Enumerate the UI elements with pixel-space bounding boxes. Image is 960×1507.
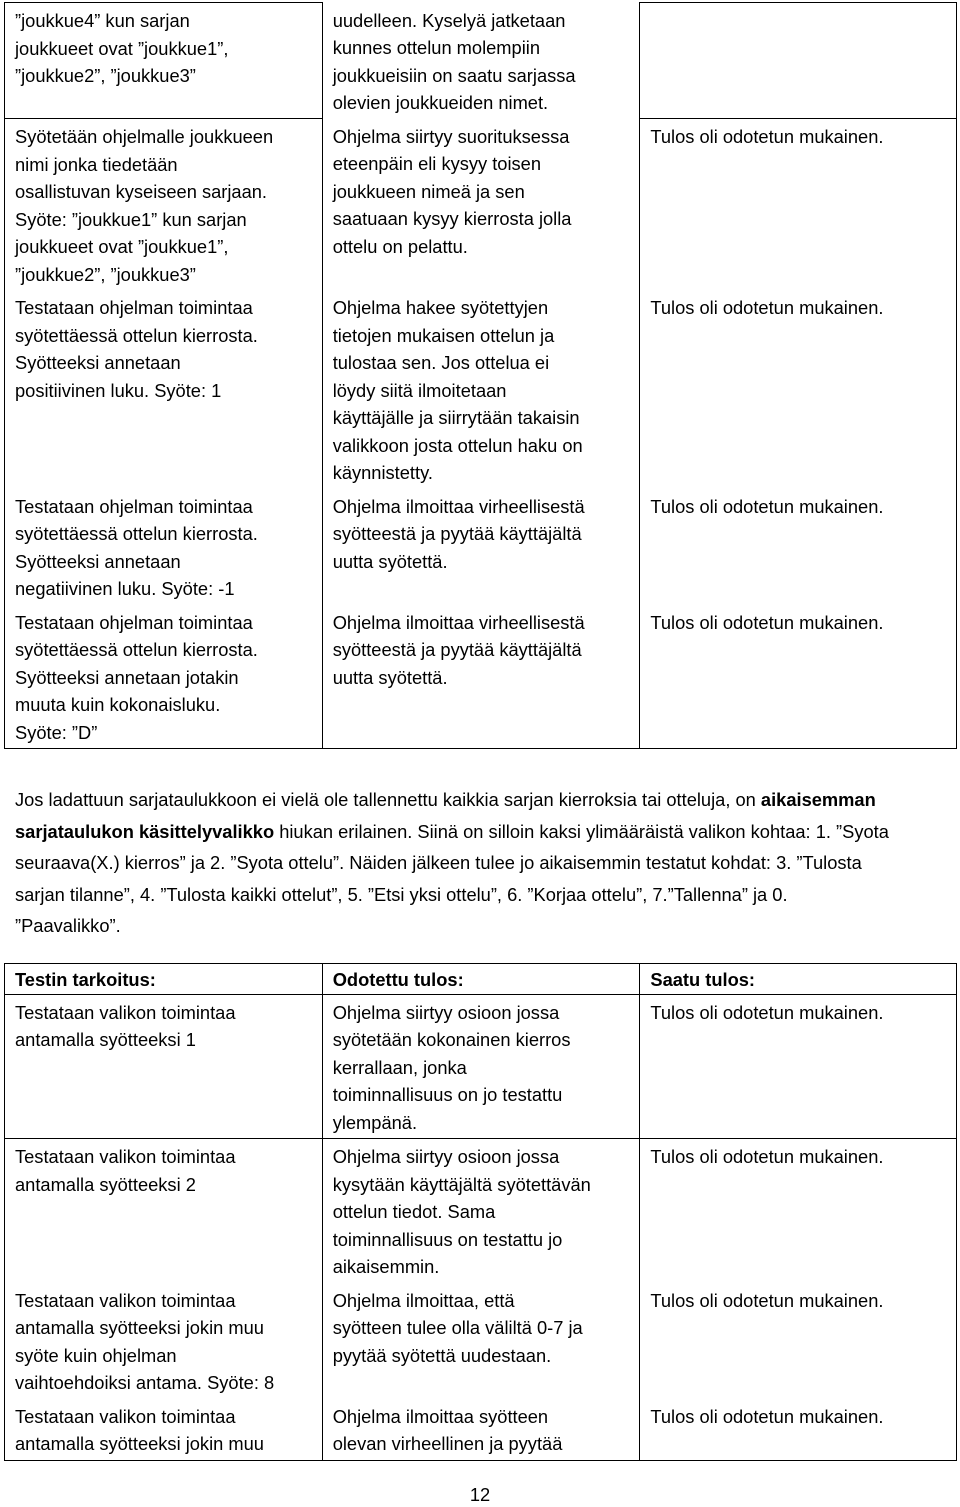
table-row [5, 1283, 957, 1399]
test-purpose-cell: Testataan valikon toimintaa antamalla syötteeksi 1 [5, 994, 323, 1139]
table-row [5, 1399, 957, 1461]
test-purpose-cell: Syötetään ohjelmalle joukkueen nimi jonka tiedetään osallistuvan kyseiseen sarjaan. Syöte: ”joukkue1” kun sarjan joukkueet ovat ”joukkue1”, ”joukkue2”, ”joukkue3” [5, 119, 323, 291]
test-purpose-cell: ”joukkue4” kun sarjan joukkueet ovat ”joukkue1”, ”joukkue2”, ”joukkue3” [5, 3, 323, 119]
paragraph-bold-text: aikaisemman sarjataulukon käsittelyvalikko [15, 789, 876, 842]
table-row [5, 489, 957, 605]
expected-result-cell: Ohjelma ilmoittaa, että syötteen tulee olla väliltä 0-7 ja pyytää syötettä uudestaan. [322, 1283, 640, 1399]
column-header-expected: Odotettu tulos: [322, 964, 640, 995]
test-purpose-cell: Testataan ohjelman toimintaa syötettäessä ottelun kierrosta. Syötteeksi annetaan positiivinen luku. Syöte: 1 [5, 290, 323, 489]
actual-result-cell: Tulos oli odotetun mukainen. [640, 1283, 957, 1399]
actual-result-cell: Tulos oli odotetun mukainen. [640, 605, 957, 749]
actual-result-cell: Tulos oli odotetun mukainen. [640, 1139, 957, 1283]
test-purpose-cell: Testataan valikon toimintaa antamalla syötteeksi 2 [5, 1139, 323, 1283]
expected-result-cell: Ohjelma ilmoittaa syötteen olevan virheellinen ja pyytää [322, 1399, 640, 1461]
table-header-row [5, 964, 957, 995]
test-purpose-cell: Testataan ohjelman toimintaa syötettäessä ottelun kierrosta. Syötteeksi annetaan jotakin muuta kuin kokonaisluku. Syöte: ”D” [5, 605, 323, 749]
actual-result-cell [640, 3, 957, 119]
page-number: 12 [469, 1484, 491, 1505]
test-purpose-cell: Testataan ohjelman toimintaa syötettäessä ottelun kierrosta. Syötteeksi annetaan negatiivinen luku. Syöte: -1 [5, 489, 323, 605]
table-row [5, 3, 957, 119]
expected-result-cell: Ohjelma ilmoittaa virheellisestä syötteestä ja pyytää käyttäjältä uutta syötettä. [322, 605, 640, 749]
expected-result-cell: Ohjelma siirtyy suorituksessa eteenpäin eli kysyy toisen joukkueen nimeä ja sen saatuaan kysyy kierrosta jolla ottelu on pelattu. [322, 119, 640, 291]
paragraph-text: hiukan erilainen. Siinä on silloin kaksi ylimääräistä valikon kohtaa: 1. ”Syota seuraava(X.) kierros” ja 2. ”Syota ottelu”. Näiden jälkeen tulee jo aikaisemmin testatut kohdat: 3. ”Tulosta sarjan tilanne”, 4. ”Tulosta kaikki ottelut”, 5. ”Etsi yksi ottelu”, 6. ”Korjaa ottelu”, 7.”Tallenna” ja 0. ”Paavalikko”. [15, 820, 889, 936]
expected-result-cell: Ohjelma siirtyy osioon jossa kysytään käyttäjältä syötettävän ottelun tiedot. Sama toiminnallisuus on testattu jo aikaisemmin. [322, 1139, 640, 1283]
column-header-purpose: Testin tarkoitus: [5, 964, 323, 995]
test-purpose-cell: Testataan valikon toimintaa antamalla syötteeksi jokin muu [5, 1399, 323, 1461]
table-row [5, 119, 957, 291]
actual-result-cell: Tulos oli odotetun mukainen. [640, 489, 957, 605]
actual-result-cell: Tulos oli odotetun mukainen. [640, 290, 957, 489]
table-row [5, 290, 957, 489]
table-row [5, 605, 957, 749]
table-row [5, 994, 957, 1139]
expected-result-cell: Ohjelma ilmoittaa virheellisestä syötteestä ja pyytää käyttäjältä uutta syötettä. [322, 489, 640, 605]
test-table-2 [4, 963, 957, 1461]
column-header-actual: Saatu tulos: [640, 964, 957, 995]
expected-result-cell: uudelleen. Kyselyä jatketaan kunnes ottelun molempiin joukkueisiin on saatu sarjassa olevien joukkueiden nimet. [322, 3, 640, 119]
expected-result-cell: Ohjelma hakee syötettyjen tietojen mukaisen ottelun ja tulostaa sen. Jos ottelua ei löydy siitä ilmoitetaan käyttäjälle ja siirrytään takaisin valikkoon josta ottelun haku on käynnistetty. [322, 290, 640, 489]
expected-result-cell: Ohjelma siirtyy osioon jossa syötetään kokonainen kierros kerrallaan, jonka toiminnallisuus on jo testattu ylempänä. [322, 994, 640, 1139]
paragraph-text: Jos ladattuun sarjataulukkoon ei vielä ole tallennettu kaikkia sarjan kierroksia tai otteluja, on [15, 789, 761, 810]
actual-result-cell: Tulos oli odotetun mukainen. [640, 119, 957, 291]
actual-result-cell: Tulos oli odotetun mukainen. [640, 1399, 957, 1461]
body-paragraph [15, 784, 895, 942]
actual-result-cell: Tulos oli odotetun mukainen. [640, 994, 957, 1139]
table-row [5, 1139, 957, 1283]
test-purpose-cell: Testataan valikon toimintaa antamalla syötteeksi jokin muu syöte kuin ohjelman vaihtoehdoiksi antama. Syöte: 8 [5, 1283, 323, 1399]
test-table-1 [4, 2, 957, 749]
